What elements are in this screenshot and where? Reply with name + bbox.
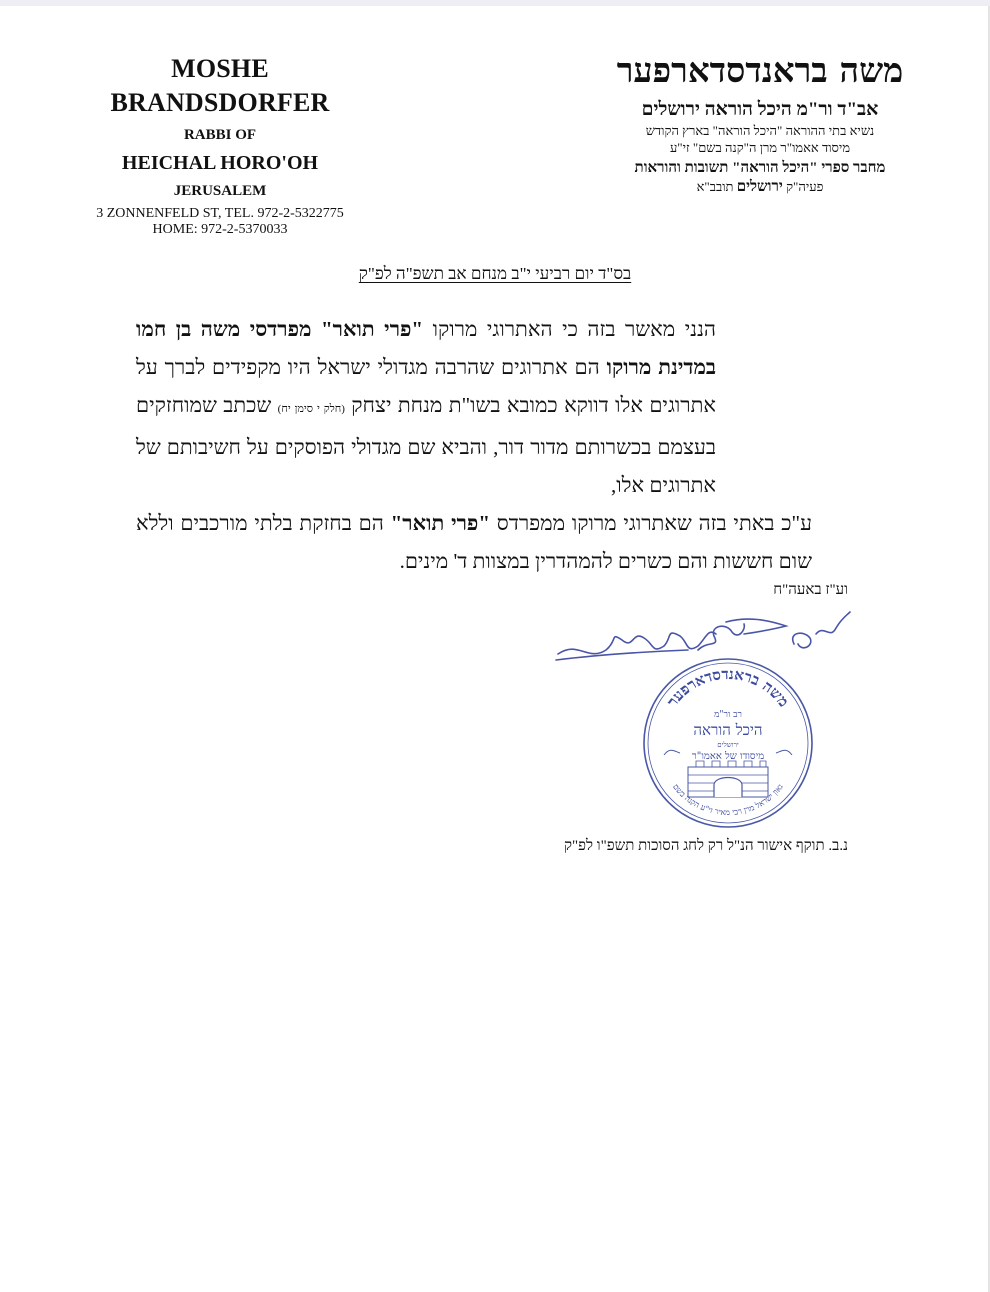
rabbinical-stamp — [640, 655, 816, 831]
president-line: נשיא בתי ההוראה "היכל הוראה" בארץ הקודש — [645, 123, 875, 138]
city-line-he — [595, 178, 925, 196]
rabbi-of-label: RABBI OF — [183, 127, 257, 143]
city-suffix: תובב"א — [696, 179, 734, 194]
founder-line: מיסוד אאמו"ר מרן ה"קנה בשם" זי"ע — [669, 140, 851, 155]
institution-name-en: HEICHAL HORO'OH — [121, 152, 319, 174]
paragraph-1 — [136, 310, 848, 504]
date-text: בס"ד יום רביעי י"ב מנחם אב תשפ"ה לפ"ק — [358, 264, 632, 283]
letterhead-english — [60, 52, 380, 238]
stamp-outer-bottom: גאון ישראל מרן רבי מאיר זי"ע הקנה בשם — [671, 782, 785, 818]
city-name-he: ירושלים — [736, 179, 783, 195]
letter-date — [0, 264, 990, 284]
home-phone-line: HOME: 972-2-5370033 — [152, 222, 288, 237]
city-prefix: פעיה"ק — [786, 179, 824, 194]
closing-line: וע"ז באעה"ח — [773, 582, 848, 598]
p1-citation: (חלק י סימן יח) — [277, 403, 345, 415]
rabbi-name-he: משה בראנדסדארפער — [616, 51, 904, 91]
p2-product-name: "פרי תואר" — [390, 511, 490, 535]
rabbi-title-he: אב"ד ור"מ היכל הוראה ירושלים — [641, 99, 879, 120]
p1-text-d: שכתב שמוחזקים בעצמם בכשרותם מדור דור, והביא שם מגדולי הפוסקים על חשיבותם של אתרוגים אלו, — [136, 393, 716, 497]
p1-text-c: הם אתרוגים שהרבה מגדולי ישראל היו מקפידים לברך על אתרוגים אלו דווקא כמובא בשו"ת מנחת יצחק — [136, 355, 716, 417]
stamp-line-1: רב ור"מ — [714, 710, 742, 720]
p2-text-a: ע"כ באתי בזה שאתרוגי מרוקו ממפרדס — [489, 511, 812, 535]
city-en: JERUSALEM — [173, 183, 267, 199]
address-line: 3 ZONNENFELD ST, TEL. 972-2-5322775 — [96, 206, 344, 221]
rabbi-name-en: MOSHE BRANDSDORFER — [110, 54, 330, 117]
viewer-top-strip — [0, 0, 990, 6]
p1-product-name: "פרי תואר" מפרדסי משה בן חמו במדינת מרוקו — [136, 317, 717, 379]
p1-text-a: הנני מאשר בזה כי האתרוגי מרוקו — [423, 317, 716, 341]
stamp-name: משה בראנדסדארפער — [663, 664, 793, 711]
letterhead-hebrew — [595, 50, 925, 196]
p2-text-c: הם בחזקת בלתי מורכבים וללא שום חששות והם כשרים להמהדרין במצוות ד' מינים. — [136, 511, 812, 573]
stamp-line-2: היכל הוראה — [693, 721, 763, 739]
stamp-line-4: מיסודו של אאמו"ר — [691, 751, 765, 762]
author-line: מחבר ספרי "היכל הוראה" תשובות והוראות — [634, 160, 886, 176]
paragraph-2 — [136, 504, 848, 580]
stamp-line-3: ירושלים — [717, 741, 739, 749]
letter-body — [136, 310, 848, 580]
postscript-note: נ.ב. תוקף אישור הנ"ל רק לחג הסוכות תשפ"ו לפ"ק — [564, 838, 848, 854]
